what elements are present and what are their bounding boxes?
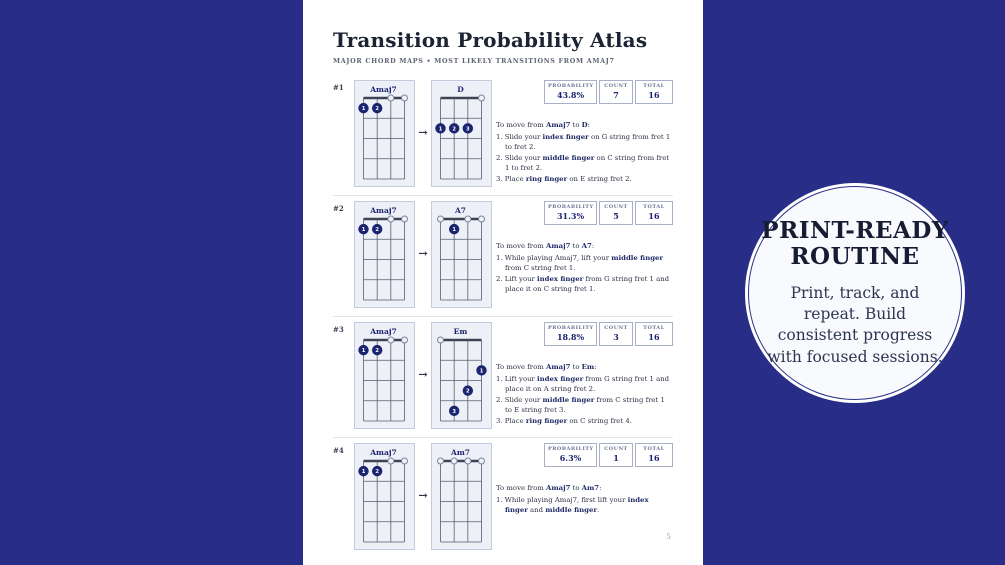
stat-label: PROBABILITY <box>548 204 594 210</box>
arrow-right-icon: → <box>418 126 428 139</box>
stat-value: 16 <box>648 453 660 463</box>
stat-total <box>635 443 673 467</box>
svg-text:1: 1 <box>452 227 456 234</box>
transition-row <box>333 438 673 558</box>
svg-text:Amaj7: Amaj7 <box>370 206 397 215</box>
transition-row <box>333 317 673 438</box>
stat-count <box>599 443 633 467</box>
stat-label: COUNT <box>604 325 628 331</box>
instruction-step: 3. Place ring finger on E string fret 2. <box>496 174 632 183</box>
instruction-heading: To move from Amaj7 to A7: <box>496 242 595 250</box>
stat-label: PROBABILITY <box>548 83 594 89</box>
svg-text:1: 1 <box>361 469 366 476</box>
stat-probability <box>544 443 597 467</box>
instruction-heading: To move from Amaj7 to Em: <box>496 363 597 371</box>
svg-text:2: 2 <box>375 348 379 355</box>
transition-details <box>496 322 673 427</box>
transition-rank: #1 <box>333 83 344 92</box>
page-content <box>333 28 673 558</box>
page-number: 5 <box>666 532 671 541</box>
stat-probability <box>544 80 597 104</box>
instructions <box>496 363 673 427</box>
instruction-step: 3. Place ring finger on C string fret 4. <box>496 416 632 425</box>
stat-value: 1 <box>613 453 619 463</box>
instruction-heading: To move from Amaj7 to Am7: <box>496 484 602 492</box>
chord-diagram-svg <box>355 81 412 184</box>
svg-text:3: 3 <box>452 408 456 415</box>
stats-row <box>496 201 673 225</box>
svg-text:Am7: Am7 <box>451 448 470 457</box>
stat-label: COUNT <box>604 83 628 89</box>
badge-title: PRINT-READY ROUTINE <box>761 216 949 271</box>
svg-text:1: 1 <box>438 126 443 133</box>
arrow-right-icon: → <box>418 368 428 381</box>
transition-rank: #2 <box>333 204 344 213</box>
svg-text:1: 1 <box>361 227 366 234</box>
transition-details <box>496 201 673 294</box>
page-title: Transition Probability Atlas <box>333 28 648 52</box>
chord-diagram-amaj7 <box>354 80 415 187</box>
svg-text:1: 1 <box>361 348 366 355</box>
chord-diagram-svg <box>355 202 412 305</box>
instructions <box>496 242 673 294</box>
stat-label: PROBABILITY <box>548 325 594 331</box>
instruction-step: 2. Slide your middle finger from C string fret 1 to E string fret 3. <box>496 395 665 414</box>
stats-row <box>496 443 673 467</box>
stat-probability <box>544 322 597 346</box>
stat-label: TOTAL <box>643 204 665 210</box>
transition-rank: #4 <box>333 446 344 455</box>
document-page <box>303 0 703 565</box>
instructions <box>496 121 673 185</box>
svg-text:A7: A7 <box>454 206 467 215</box>
chord-diagram-d <box>431 80 492 187</box>
stat-value: 31.3% <box>556 211 585 221</box>
stats-row <box>496 80 673 104</box>
badge-body: Print, track, and repeat. Build consistent progress with focused sessions. <box>767 283 943 366</box>
svg-text:Amaj7: Amaj7 <box>370 448 397 457</box>
instruction-heading: To move from Amaj7 to D: <box>496 121 590 129</box>
stat-label: PROBABILITY <box>548 446 594 452</box>
transition-row <box>333 75 673 196</box>
svg-text:D: D <box>457 85 464 94</box>
chord-diagram-svg <box>432 81 489 184</box>
chord-diagram-amaj7 <box>354 322 415 429</box>
chord-diagram-em <box>431 322 492 429</box>
chord-diagram-svg <box>432 444 489 547</box>
chord-diagram-svg <box>355 323 412 426</box>
svg-text:2: 2 <box>452 126 456 133</box>
stat-value: 5 <box>613 211 619 221</box>
stat-value: 16 <box>648 90 660 100</box>
svg-text:2: 2 <box>375 227 379 234</box>
print-ready-badge <box>745 183 965 403</box>
stat-value: 18.8% <box>556 332 585 342</box>
svg-text:Amaj7: Amaj7 <box>370 327 397 336</box>
svg-text:3: 3 <box>466 126 470 133</box>
stats-row <box>496 322 673 346</box>
svg-text:2: 2 <box>466 388 470 395</box>
chord-diagram-amaj7 <box>354 201 415 308</box>
stat-probability <box>544 201 597 225</box>
svg-text:Em: Em <box>453 327 468 336</box>
instruction-step: 1. While playing Amaj7, lift your middle finger from C string fret 1. <box>496 253 664 272</box>
transition-rows <box>333 75 673 558</box>
stat-total <box>635 201 673 225</box>
stat-label: COUNT <box>604 446 628 452</box>
arrow-right-icon: → <box>418 489 428 502</box>
chord-diagram-svg <box>432 323 489 426</box>
stat-count <box>599 322 633 346</box>
stat-count <box>599 80 633 104</box>
instruction-step: 1. Lift your index finger from G string fret 1 and place it on A string fret 2. <box>496 374 670 393</box>
instruction-step: 1. While playing Amaj7, first lift your index finger and middle finger. <box>496 495 649 514</box>
page-subtitle: MAJOR CHORD MAPS • MOST LIKELY TRANSITIONS FROM AMAJ7 <box>333 57 615 65</box>
svg-text:2: 2 <box>375 469 379 476</box>
instruction-step: 2. Lift your index finger from G string fret 1 and place it on C string fret 1. <box>496 274 670 293</box>
instructions <box>496 484 673 515</box>
badge-inner-circle <box>748 186 962 400</box>
transition-details <box>496 80 673 185</box>
stat-label: TOTAL <box>643 446 665 452</box>
stat-label: TOTAL <box>643 83 665 89</box>
svg-text:Amaj7: Amaj7 <box>370 85 397 94</box>
stat-count <box>599 201 633 225</box>
transition-details <box>496 443 673 515</box>
chord-diagram-svg <box>355 444 412 547</box>
chord-diagram-am7 <box>431 443 492 550</box>
stat-value: 16 <box>648 332 660 342</box>
instruction-step: 1. Slide your index finger on G string from fret 1 to fret 2. <box>496 132 671 151</box>
stat-value: 6.3% <box>559 453 582 463</box>
svg-text:2: 2 <box>375 106 379 113</box>
stat-label: TOTAL <box>643 325 665 331</box>
svg-text:1: 1 <box>479 368 484 375</box>
stat-label: COUNT <box>604 204 628 210</box>
chord-diagram-svg <box>432 202 489 305</box>
stat-value: 16 <box>648 211 660 221</box>
stat-total <box>635 322 673 346</box>
transition-row <box>333 196 673 317</box>
instruction-step: 2. Slide your middle finger on C string from fret 1 to fret 2. <box>496 153 670 172</box>
svg-text:1: 1 <box>361 106 366 113</box>
arrow-right-icon: → <box>418 247 428 260</box>
transition-rank: #3 <box>333 325 344 334</box>
chord-diagram-a7 <box>431 201 492 308</box>
stat-value: 43.8% <box>556 90 585 100</box>
chord-diagram-amaj7 <box>354 443 415 550</box>
stat-total <box>635 80 673 104</box>
stat-value: 3 <box>613 332 619 342</box>
stat-value: 7 <box>613 90 619 100</box>
